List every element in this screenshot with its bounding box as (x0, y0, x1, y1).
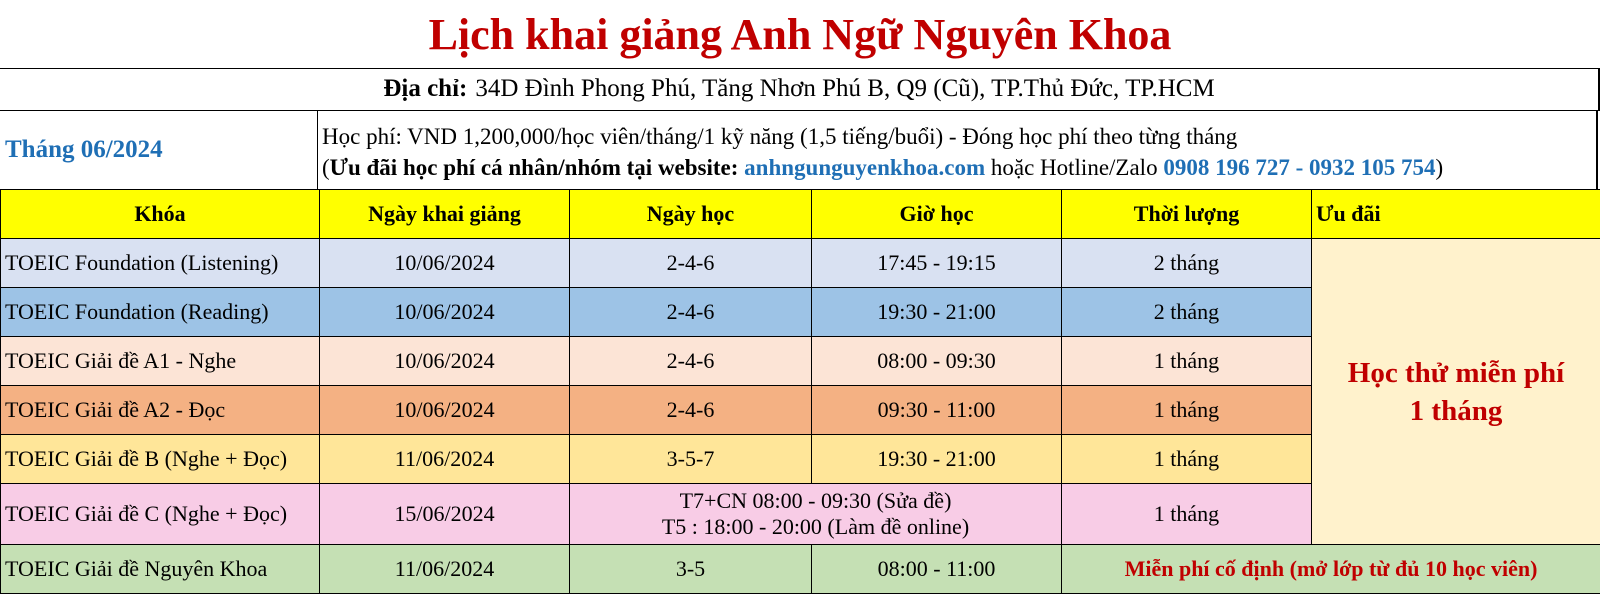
start-cell: 11/06/2024 (320, 545, 570, 594)
days-cell: 3-5-7 (570, 435, 812, 484)
start-cell: 10/06/2024 (320, 337, 570, 386)
course-cell: TOEIC Foundation (Reading) (1, 288, 320, 337)
course-cell: TOEIC Giải đề A2 - Đọc (1, 386, 320, 435)
duration-cell: 1 tháng (1062, 435, 1312, 484)
schedule-cell (570, 484, 1062, 545)
time-cell: 17:45 - 19:15 (812, 239, 1062, 288)
time-cell: 08:00 - 11:00 (812, 545, 1062, 594)
header-days: Ngày học (570, 190, 812, 239)
days-cell: 2-4-6 (570, 288, 812, 337)
table-row (1, 239, 1600, 288)
address-value: 34D Đình Phong Phú, Tăng Nhơn Phú B, Q9 (Cũ), TP.Thủ Đức, TP.HCM (475, 75, 1215, 102)
course-cell: TOEIC Foundation (Listening) (1, 239, 320, 288)
offer-line-2: 1 tháng (1409, 394, 1503, 427)
course-cell: TOEIC Giải đề Nguyên Khoa (1, 545, 320, 594)
free-fixed-note: Miễn phí cố định (mở lớp từ đủ 10 học viên) (1062, 545, 1600, 594)
header-row (1, 190, 1600, 239)
header-duration: Thời lượng (1062, 190, 1312, 239)
time-cell: 08:00 - 09:30 (812, 337, 1062, 386)
close-paren: ) (1435, 155, 1444, 180)
course-cell: TOEIC Giải đề B (Nghe + Đọc) (1, 435, 320, 484)
address-label: Địa chỉ: (383, 75, 468, 102)
days-cell: 2-4-6 (570, 337, 812, 386)
time-cell: 19:30 - 21:00 (812, 435, 1062, 484)
offer-line-1: Học thử miễn phí (1347, 356, 1565, 389)
start-cell: 10/06/2024 (320, 386, 570, 435)
days-cell: 2-4-6 (570, 239, 812, 288)
course-cell: TOEIC Giải đề A1 - Nghe (1, 337, 320, 386)
schedule-table (0, 189, 1600, 594)
table-row (1, 545, 1600, 594)
month-label: Tháng 06/2024 (0, 111, 318, 189)
open-paren: ( (322, 155, 330, 180)
start-cell: 10/06/2024 (320, 288, 570, 337)
start-cell: 11/06/2024 (320, 435, 570, 484)
header-course: Khóa (1, 190, 320, 239)
duration-cell: 1 tháng (1062, 484, 1312, 545)
course-cell: TOEIC Giải đề C (Nghe + Đọc) (1, 484, 320, 545)
header-offer: Ưu đãi (1312, 190, 1600, 239)
start-cell: 10/06/2024 (320, 239, 570, 288)
website-link[interactable]: anhngunguyenkhoa.com (744, 155, 986, 180)
header-start-date: Ngày khai giảng (320, 190, 570, 239)
time-cell: 09:30 - 11:00 (812, 386, 1062, 435)
fee-line: Học phí: VND 1,200,000/học viên/tháng/1 kỹ năng (1,5 tiếng/buổi) - Đóng học phí theo từng tháng (322, 124, 1238, 149)
days-cell: 2-4-6 (570, 386, 812, 435)
duration-cell: 2 tháng (1062, 239, 1312, 288)
address-row (0, 68, 1600, 111)
schedule-line-1: T7+CN 08:00 - 09:30 (Sửa đề) (679, 488, 952, 513)
fees-info (319, 111, 1598, 189)
time-cell: 19:30 - 21:00 (812, 288, 1062, 337)
duration-cell: 1 tháng (1062, 386, 1312, 435)
phone-numbers[interactable]: 0908 196 727 - 0932 105 754 (1163, 155, 1436, 180)
duration-cell: 1 tháng (1062, 337, 1312, 386)
header-time: Giờ học (812, 190, 1062, 239)
hotline-label: hoặc Hotline/Zalo (990, 155, 1158, 180)
duration-cell: 2 tháng (1062, 288, 1312, 337)
promo-label: Ưu đãi học phí cá nhân/nhóm tại website: (329, 155, 739, 180)
start-cell: 15/06/2024 (320, 484, 570, 545)
days-cell: 3-5 (570, 545, 812, 594)
free-trial-offer (1312, 239, 1600, 545)
schedule-line-2: T5 : 18:00 - 20:00 (Làm đề online) (661, 514, 970, 539)
page-title: Lịch khai giảng Anh Ngữ Nguyên Khoa (0, 0, 1600, 69)
promo-line (322, 152, 1596, 183)
